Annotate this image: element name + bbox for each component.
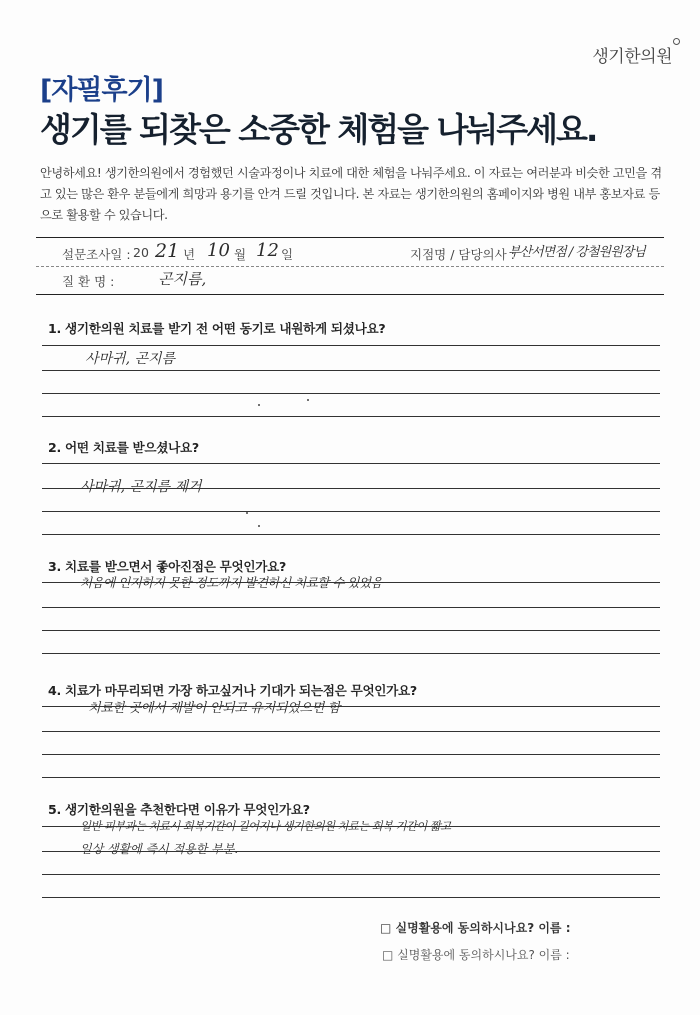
question-4: 4. 치료가 마무리되면 가장 하고싶거나 기대가 되는점은 무엇인가요?: [48, 683, 417, 698]
ink-speck: [246, 512, 248, 514]
form-divider: [36, 266, 664, 267]
brand-logo-text: 생기한의원: [592, 47, 672, 67]
answer-5-line-2[interactable]: 일상 생활에 즉시 적용한 부분.: [80, 842, 239, 856]
question-1: 1. 생기한의원 치료를 받기 전 어떤 동기로 내원하게 되셨나요?: [48, 321, 386, 336]
answer-line: [42, 874, 660, 875]
intro-text: 안녕하세요! 생기한의원에서 경험했던 시술과정이나 치료에 대한 체험을 나눠주세요. 이 자료는 여러분과 비슷한 고민을 겪고 있는 많은 환우 분들에게 희망과 용기를 안겨 드릴 것입니다. 본 자료는 생기한의원의 홈페이지와 병원 내부 홍보자료 등으로 활용할 수 있습니다.: [40, 166, 662, 222]
answer-line: [42, 754, 660, 755]
answer-line: [42, 416, 660, 417]
form-tag: [자필후기]: [40, 75, 164, 106]
answer-line: [42, 393, 660, 394]
name-consent-checkbox[interactable]: □ 실명활용에 동의하시나요? 이름 :: [380, 921, 571, 935]
form-top-rule: [36, 237, 664, 238]
year-prefix: 20: [133, 245, 149, 260]
answer-line: [42, 897, 660, 898]
answer-line: [42, 370, 660, 371]
form-header-bottom-rule: [36, 294, 664, 295]
page-title: 생기를 되찾은 소중한 체험을 나눠주세요.: [40, 110, 597, 149]
brand-logo: [592, 42, 672, 67]
answer-5-line-1[interactable]: 일반 피부과는 치료시 회복기간이 길어지나 생기한의원 치료는 회복 기간이 짧고: [80, 819, 451, 833]
answer-line: [42, 534, 660, 535]
bleed-through-text: □ 실명활용에 동의하시나요? 이름 :: [382, 948, 570, 962]
month-unit: 월: [234, 247, 247, 262]
disease-label: 질 환 명 :: [62, 274, 115, 289]
answer-line: [42, 463, 660, 464]
branch-doctor-value[interactable]: 부산서면점 / 강철원원장님: [508, 245, 645, 260]
year-unit: 년: [183, 247, 196, 262]
answer-line: [42, 630, 660, 631]
question-3: 3. 치료를 받으면서 좋아진점은 무엇인가요?: [48, 559, 287, 574]
answer-line: [42, 488, 660, 489]
branch-doctor-label: 지점명 / 담당의사 :: [410, 247, 515, 262]
answer-line: [42, 511, 660, 512]
answer-line: [42, 777, 660, 778]
ink-speck: [258, 525, 260, 527]
survey-year-value[interactable]: 21: [155, 240, 180, 262]
answer-2-line-1[interactable]: 사마귀, 곤지름 제거: [80, 479, 202, 495]
question-2: 2. 어떤 치료를 받으셨나요?: [48, 440, 199, 455]
logo-dot-icon: [673, 38, 680, 45]
ink-speck: [307, 399, 309, 401]
answer-line: [42, 653, 660, 654]
answer-1-line-1[interactable]: 사마귀, 곤지름: [85, 351, 176, 367]
ink-speck: [258, 404, 260, 406]
survey-month-value[interactable]: 10: [207, 240, 230, 261]
answer-line: [42, 607, 660, 608]
day-unit: 일: [281, 247, 294, 262]
answer-4-line-1[interactable]: 치료한 곳에서 재발이 안되고 유지되었으면 함: [88, 701, 341, 716]
survey-day-value[interactable]: 12: [256, 240, 279, 261]
question-5: 5. 생기한의원을 추천한다면 이유가 무엇인가요?: [48, 802, 310, 817]
answer-3-line-1[interactable]: 처음에 인지하지 못한 정도까지 발견하신 치료할 수 있었음: [80, 575, 383, 590]
survey-date-label: 설문조사일 :: [62, 247, 131, 262]
answer-line: [42, 345, 660, 346]
disease-value[interactable]: 곤지름,: [158, 270, 207, 288]
answer-line: [42, 731, 660, 732]
